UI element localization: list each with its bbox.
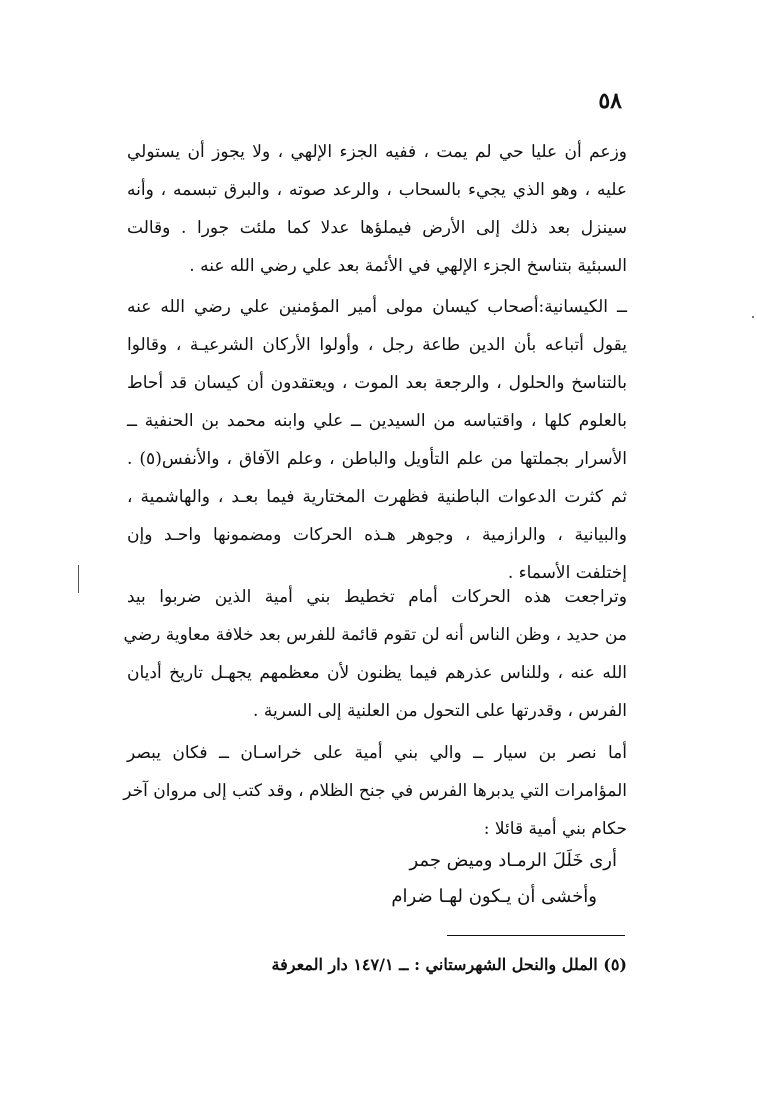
margin-mark (78, 565, 79, 593)
text-line: وزعم أن عليا حي لم يمت ، ففيه الجزء الإلهي ، ولا يجوز أن يستولي (127, 142, 627, 162)
text-line: سينزل بعد ذلك إلى الأرض فيملؤها عدلا كما ملئت جورا . وقالت (127, 218, 627, 238)
verse-line-2: وأخشى أن يـكون لهـا ضرام (391, 886, 597, 907)
text-line: عليه ، وهو الذي يجيء بالسحاب ، والرعد صوته ، والبرق تبسمه ، وأنه (127, 180, 627, 200)
verse-line-1: أرى خَلَلَ الرمـاد وميض جمر (409, 850, 617, 871)
text-line: السبئية بتناسخ الجزء الإلهي في الأئمة بعد علي رضي الله عنه . (189, 256, 627, 276)
text-line: الفرس ، وقدرتها على التحول من العلنية إلى السرية . (253, 701, 627, 721)
text-line: بالعلوم كلها ، واقتباسه من السيدين ــ علي وابنه محمد بن الحنفية ــ (127, 411, 627, 431)
text-line: ثم كثرت الدعوات الباطنية فظهرت المختارية فيما بعـد ، والهاشمية ، (127, 487, 627, 507)
margin-dot (752, 316, 754, 318)
text-line: من حديد ، وظن الناس أنه لن تقوم قائمة للفرس بعد خلافة معاوية رضي (123, 625, 627, 645)
footnote: (٥) الملل والنحل الشهرستاني : ــ ١٤٧/١ دار المعرفة (271, 955, 627, 974)
text-line: حكام بني أمية قائلا : (483, 819, 627, 839)
footnote-divider (447, 935, 625, 936)
paragraph-3 (123, 578, 627, 730)
text-line: الله عنه ، وللناس عذرهم فيما يظنون لأن معظمهم يجهـل تاريخ أديان (127, 663, 627, 683)
text-line: ــ الكيسانية:أصحاب كيسان مولى أمير المؤمنين علي رضي الله عنه (127, 297, 627, 317)
text-line: الأسرار بجملتها من علم التأويل والباطن ، وعلم الآفاق ، والأنفس(٥) . (127, 449, 627, 469)
paragraph-1 (127, 133, 627, 285)
text-line: يقول أتباعه بأن الدين طاعة رجل ، وأولوا الأركان الشرعيـة ، وقالوا (127, 335, 627, 355)
text-line: أما نصر بن سيار ــ والي بني أمية على خراسـان ــ فكان يبصر (127, 743, 627, 763)
text-line: والبيانية ، والرازمية ، وجوهر هـذه الحركات ومضمونها واحـد وإن (127, 525, 627, 545)
text-line: بالتناسخ والحلول ، والرجعة بعد الموت ، ويعتقدون أن كيسان قد أحاط (127, 373, 627, 393)
paragraph-2 (127, 288, 627, 592)
text-line: المؤامرات التي يدبرها الفرس في جنح الظلام ، وقد كتب إلى مروان آخر (123, 781, 627, 801)
paragraph-4 (123, 734, 627, 848)
text-line: وتراجعت هذه الحركات أمام تخطيط بني أمية الذين ضربوا بيد (127, 587, 627, 607)
page-number: ٥٨ (598, 88, 622, 114)
text-line: إختلفت الأسماء . (507, 563, 627, 583)
